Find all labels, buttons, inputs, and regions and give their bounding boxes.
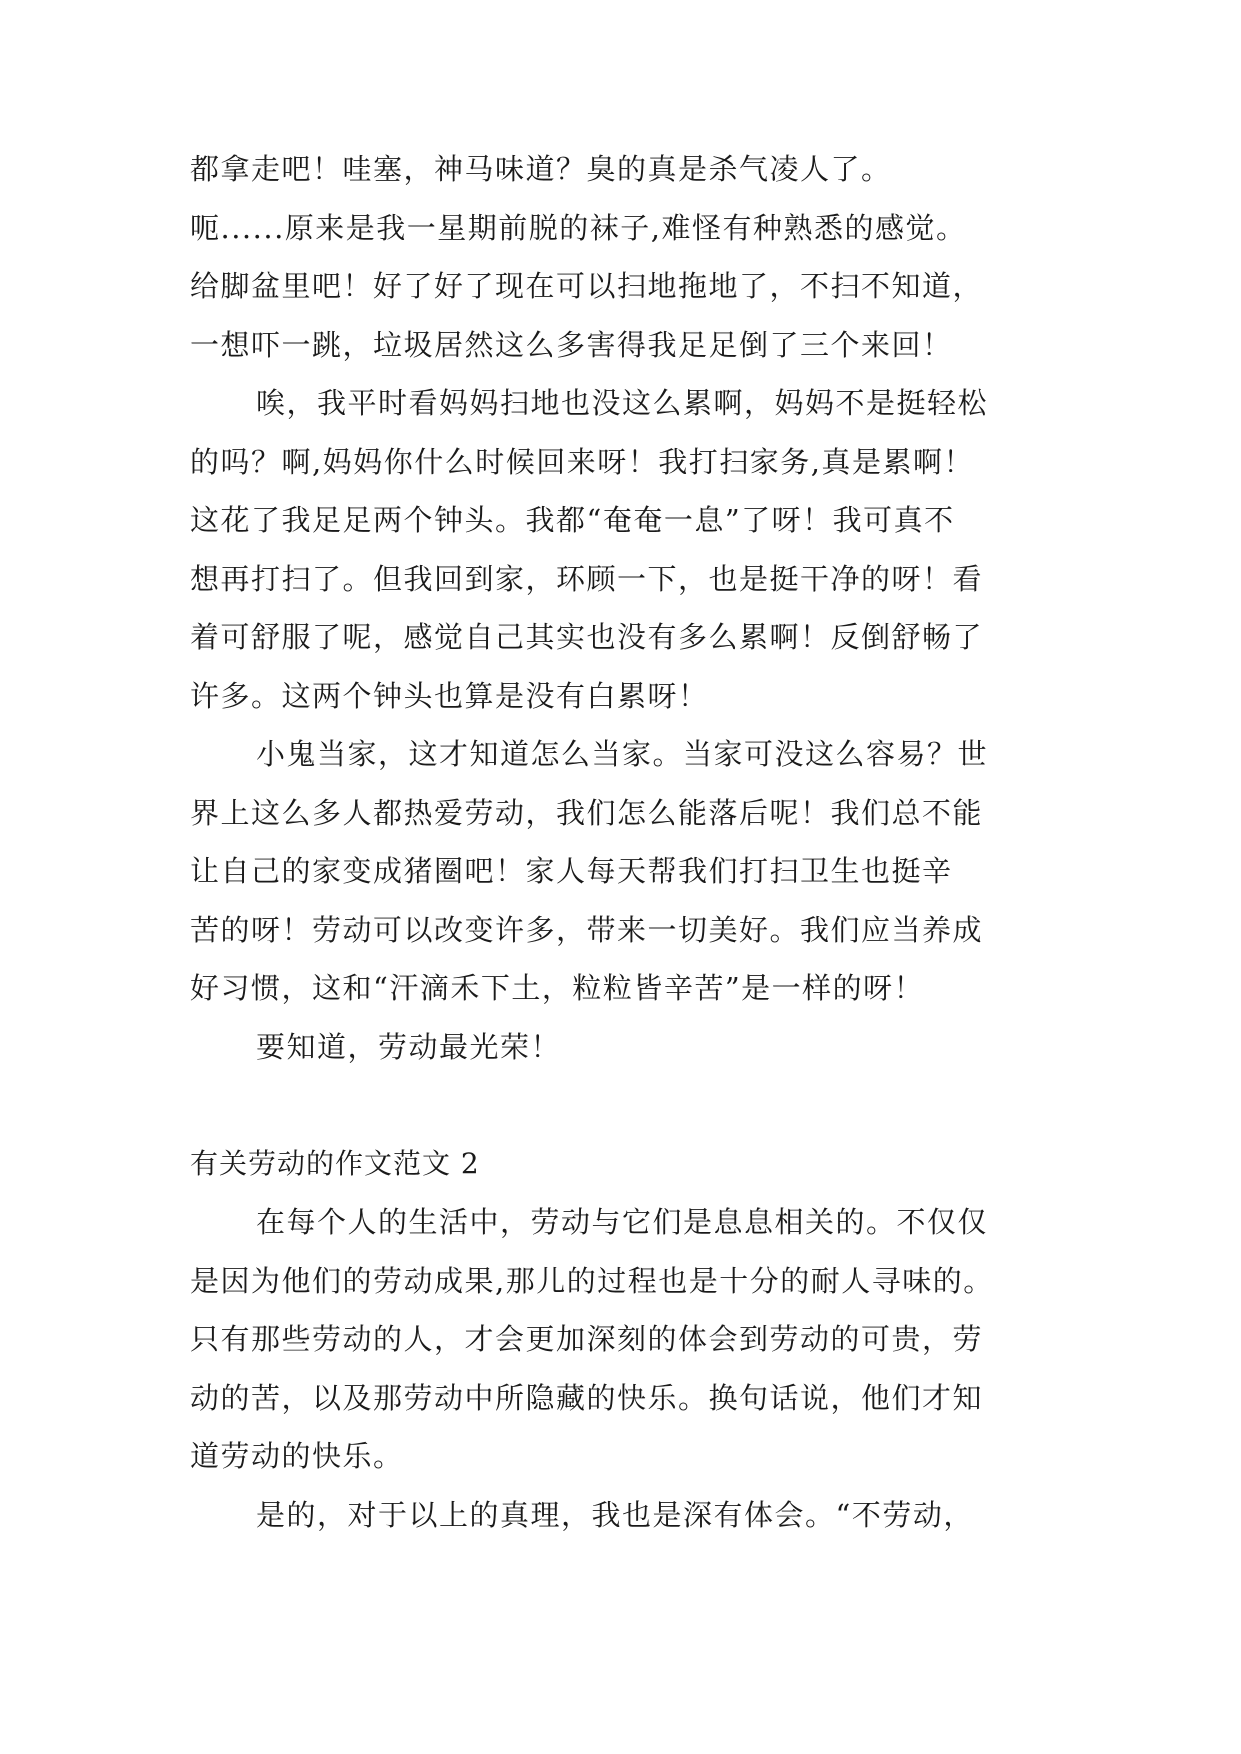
text-line: 动的苦，以及那劳动中所隐藏的快乐。换句话说，他们才知 (190, 1380, 984, 1415)
text-line: 一想吓一跳，垃圾居然这么多害得我足足倒了三个来回！ (190, 327, 953, 362)
text-line: 在每个人的生活中，劳动与它们是息息相关的。不仅仅 (256, 1205, 989, 1239)
text-line: 给脚盆里吧！好了好了现在可以扫地拖地了，不扫不知道， (190, 269, 984, 303)
text-line: 要知道，劳动最光荣！ (256, 1029, 562, 1064)
text-line: 让自己的家变成猪圈吧！家人每天帮我们打扫卫生也挺辛 (190, 854, 953, 888)
text-line: 苦的呀！劳动可以改变许多，带来一切美好。我们应当养成 (190, 912, 984, 947)
text-line: 是因为他们的劳动成果,那儿的过程也是十分的耐人寻味的。 (190, 1263, 994, 1298)
text-line: 唉，我平时看妈妈扫地也没这么累啊，妈妈不是挺轻松 (256, 386, 989, 420)
text-line: 呃......原来是我一星期前脱的袜子,难怪有种熟悉的感觉。 (190, 210, 967, 245)
text-line: 好习惯，这和“汗滴禾下土，粒粒皆辛苦”是一样的呀！ (190, 971, 925, 1005)
text-line: 着可舒服了呢，感觉自己其实也没有多么累啊！反倒舒畅了 (190, 620, 984, 654)
paragraph (190, 1018, 1060, 1077)
text-line: 许多。这两个钟头也算是没有白累呀！ (190, 678, 709, 713)
paragraph (190, 1193, 1060, 1486)
paragraph-continued (190, 140, 1060, 374)
text-line: 小鬼当家，这才知道怎么当家。当家可没这么容易？世 (256, 737, 989, 771)
paragraph (190, 1486, 1060, 1545)
section-title: 有关劳动的作文范文 2 (190, 1146, 480, 1180)
paragraph (190, 725, 1060, 1018)
text-line: 的吗？啊,妈妈你什么时候回来呀！我打扫家务,真是累啊！ (190, 444, 974, 479)
text-line: 想再打扫了。但我回到家，环顾一下，也是挺干净的呀！看 (190, 561, 984, 596)
text-line: 界上这么多人都热爱劳动，我们怎么能落后呢！我们总不能 (190, 795, 984, 830)
text-line: 都拿走吧！哇塞，神马味道？臭的真是杀气凌人了。 (190, 152, 892, 186)
text-line: 道劳动的快乐。 (190, 1439, 404, 1473)
blank-line (190, 1076, 1060, 1135)
text-line: 只有那些劳动的人，才会更加深刻的体会到劳动的可贵，劳 (190, 1322, 984, 1356)
document-body (190, 140, 1060, 1544)
paragraph (190, 374, 1060, 725)
text-line: 是的，对于以上的真理，我也是深有体会。“不劳动， (256, 1497, 974, 1532)
text-line: 这花了我足足两个钟头。我都“奄奄一息”了呀！我可真不 (190, 503, 955, 537)
